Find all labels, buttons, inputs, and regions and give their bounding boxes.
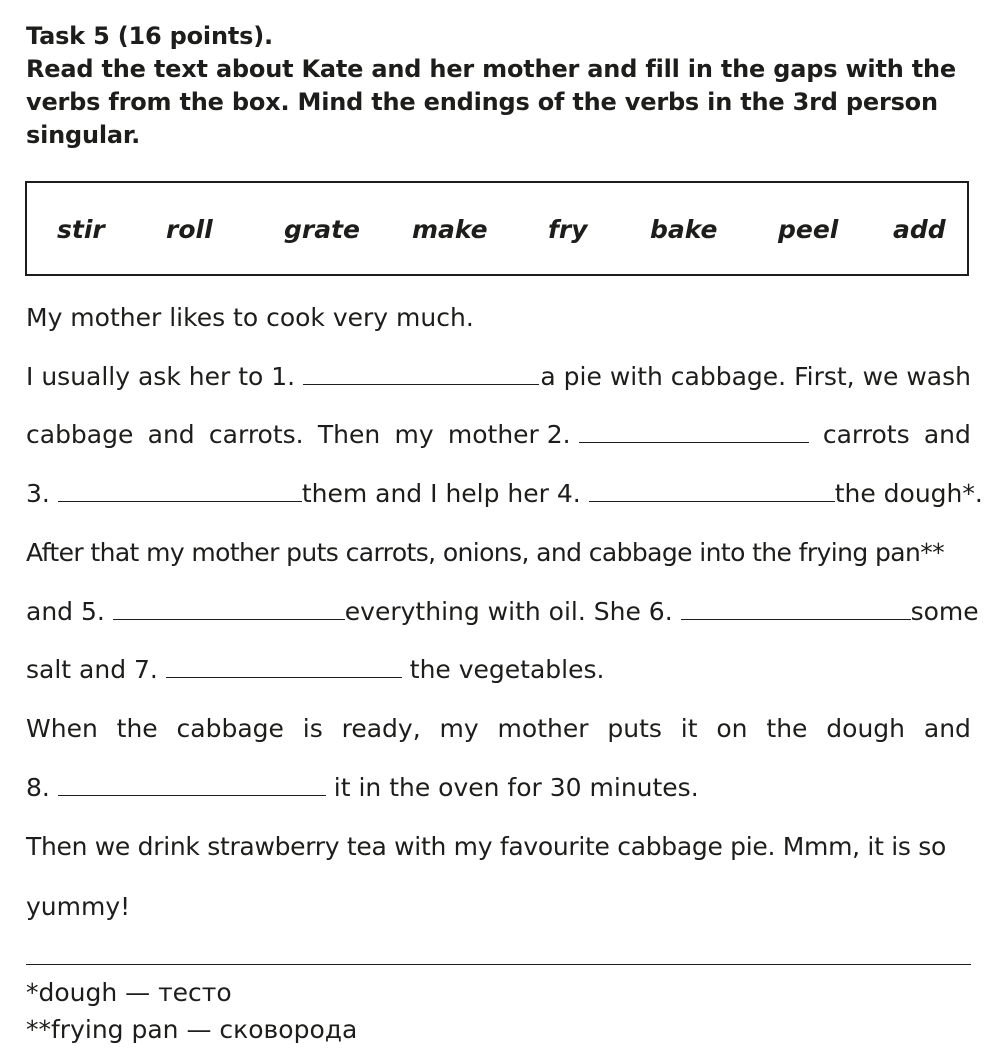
text-fragment: cabbage — [176, 714, 284, 743]
text-fragment: ready, — [341, 714, 421, 743]
text-fragment: After that my mother puts carrots, onions, and cabbage into the frying pan** — [26, 538, 944, 567]
footnote: *dough — тесто — [26, 978, 232, 1007]
gap-5-input[interactable] — [113, 597, 345, 620]
text-fragment: my — [439, 714, 479, 743]
text-fragment: and 5. — [26, 597, 105, 626]
word-box-item: peel — [778, 215, 839, 244]
text-fragment: dough — [826, 714, 906, 743]
gap-2-input[interactable] — [579, 420, 809, 443]
text-fragment: is — [302, 714, 323, 743]
text-fragment: carrots — [822, 420, 910, 449]
text-fragment: the dough*. — [834, 479, 983, 508]
instruction-line-2: verbs from the box. Mind the endings of the verbs in the 3rd person — [26, 88, 938, 116]
text-line — [26, 831, 971, 863]
text-fragment: salt and 7. — [26, 655, 158, 684]
text-fragment: it in the oven for 30 minutes. — [333, 773, 699, 802]
gap-4-input[interactable] — [589, 479, 835, 502]
text-fragment: yummy! — [26, 892, 131, 921]
text-fragment: some — [910, 597, 979, 626]
text-fragment: it — [680, 714, 698, 743]
text-line — [26, 713, 971, 745]
text-line — [26, 596, 979, 628]
text-fragment: carrots. — [208, 420, 304, 449]
text-fragment: and — [147, 420, 195, 449]
text-line — [26, 891, 971, 923]
word-box — [25, 181, 969, 276]
text-fragment: 8. — [26, 773, 50, 802]
gap-8-input[interactable] — [58, 773, 326, 796]
gap-3-input[interactable] — [58, 479, 302, 502]
task-title: Task 5 (16 points). — [26, 22, 273, 50]
text-fragment: everything with oil. She 6. — [344, 597, 673, 626]
word-box-item: bake — [650, 215, 718, 244]
text-fragment: and — [923, 420, 971, 449]
text-line — [26, 302, 971, 334]
word-box-item: make — [412, 215, 488, 244]
word-box-item: fry — [548, 215, 588, 244]
footnote-divider — [26, 964, 971, 965]
text-fragment: a pie with cabbage. First, we wash — [540, 362, 971, 391]
task-heading — [26, 20, 971, 152]
instruction-line-1: Read the text about Kate and her mother and fill in the gaps with the — [26, 55, 957, 83]
text-fragment: the — [766, 714, 808, 743]
word-box-item: add — [893, 215, 946, 244]
text-line — [26, 654, 971, 686]
text-fragment: puts — [607, 714, 662, 743]
text-fragment: Then — [317, 420, 381, 449]
text-fragment: the vegetables. — [409, 655, 605, 684]
text-line — [26, 419, 971, 451]
text-line — [26, 537, 971, 569]
text-fragment: the — [116, 714, 158, 743]
text-fragment: on — [716, 714, 748, 743]
text-fragment: mother — [497, 714, 589, 743]
text-fragment: my — [394, 420, 434, 449]
text-fragment: 3. — [26, 479, 50, 508]
text-fragment: mother 2. — [447, 420, 571, 449]
footnote: **frying pan — сковорода — [26, 1015, 358, 1044]
instruction-line-3: singular. — [26, 121, 141, 149]
gap-1-input[interactable] — [303, 362, 539, 385]
text-fragment: cabbage — [26, 420, 134, 449]
text-line — [26, 772, 971, 804]
text-fragment: them and I help her 4. — [301, 479, 581, 508]
text-fragment: and — [923, 714, 971, 743]
word-box-item: grate — [284, 215, 361, 244]
text-fragment: Then we drink strawberry tea with my favourite cabbage pie. Mmm, it is so — [26, 832, 946, 861]
gap-6-input[interactable] — [681, 597, 911, 620]
text-line — [26, 361, 971, 393]
word-box-item: stir — [57, 215, 105, 244]
text-fragment: I usually ask her to 1. — [26, 362, 296, 391]
gap-7-input[interactable] — [166, 655, 402, 678]
intro-sentence: My mother likes to cook very much. — [26, 303, 474, 332]
text-fragment: When — [26, 714, 98, 743]
word-box-item: roll — [166, 215, 213, 244]
text-line — [26, 478, 983, 510]
